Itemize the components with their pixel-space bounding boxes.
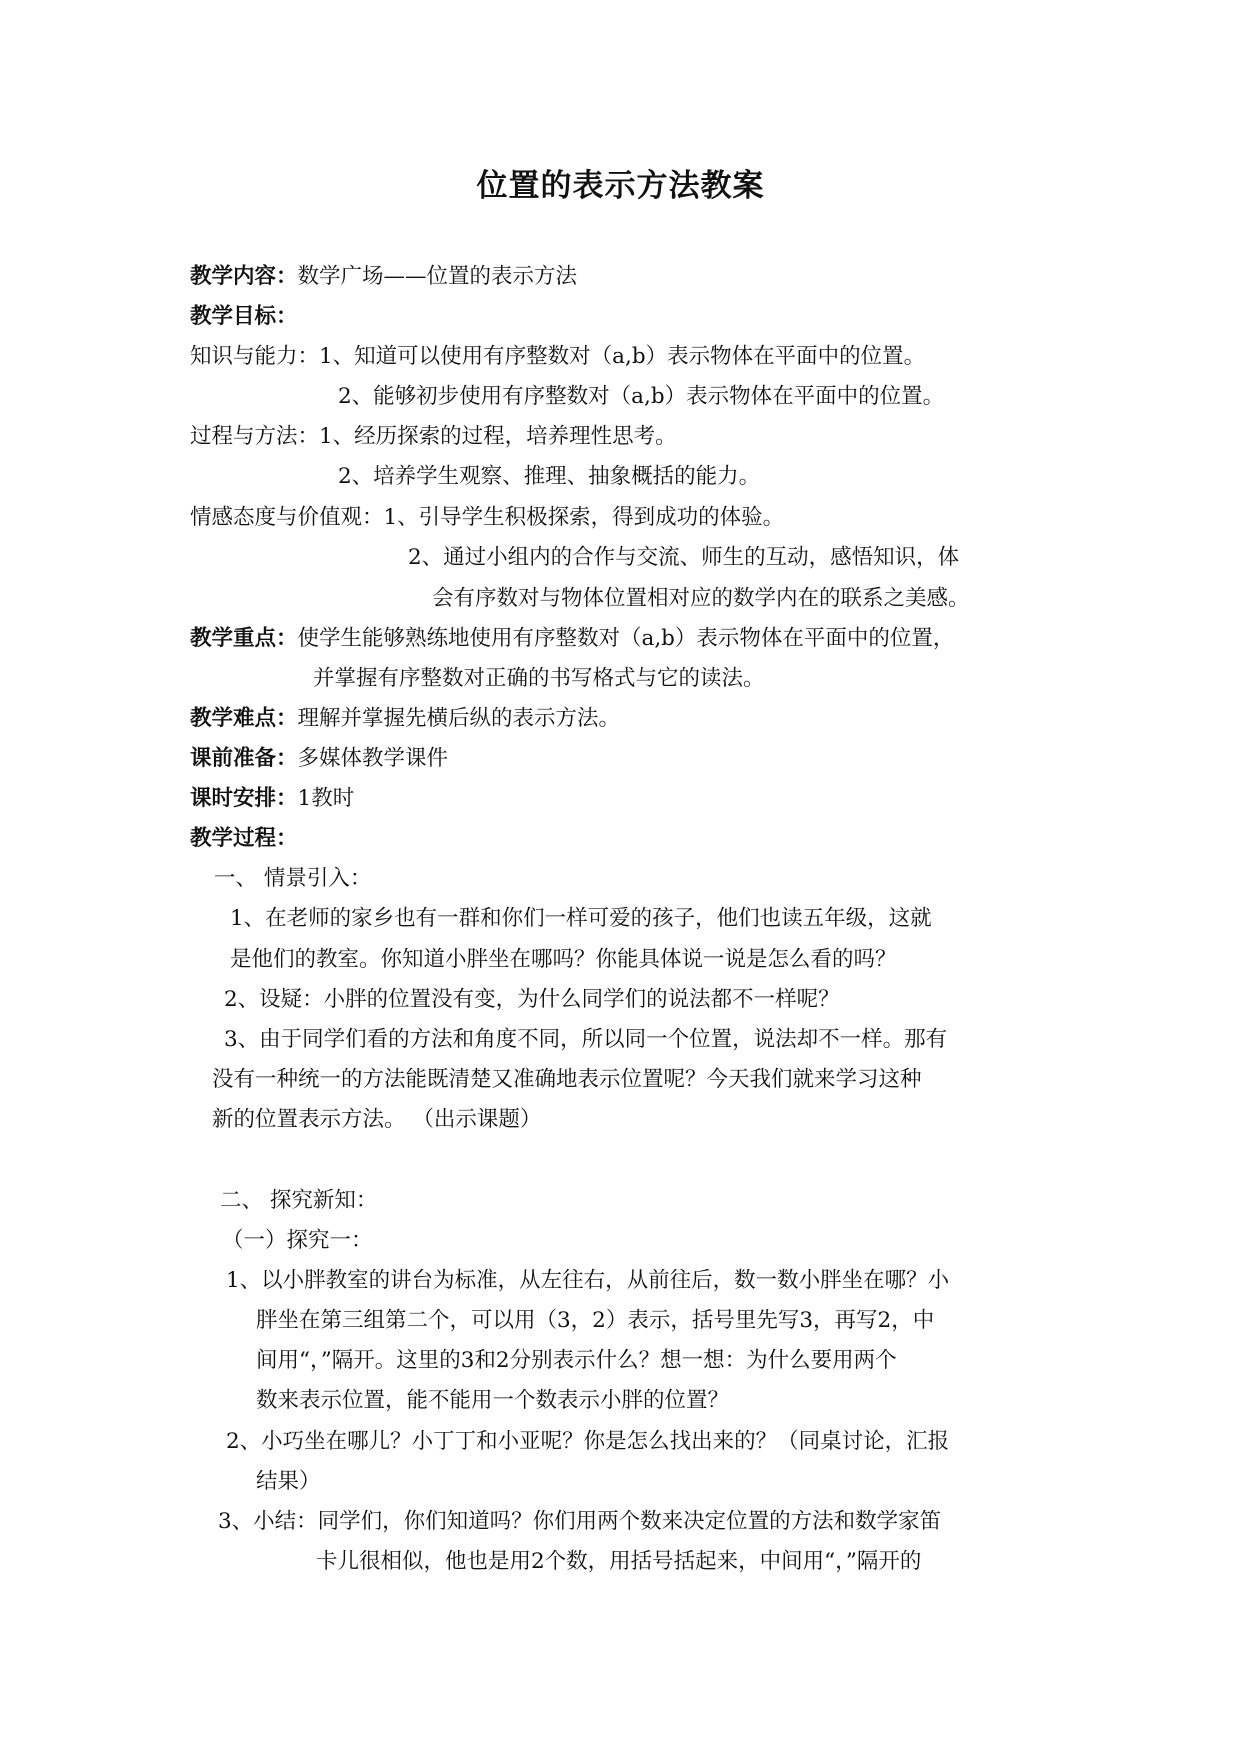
line-key-point-2: 并掌握有序整数对正确的书写格式与它的读法。 — [313, 666, 765, 691]
explore-item-3a: 3、小结：同学们，你们知道吗？你们用两个数来决定位置的方法和数学家笛 — [218, 1509, 942, 1534]
line-teaching-goals — [190, 302, 298, 332]
label-preparation: 课前准备： — [190, 746, 298, 771]
explore-item-1d: 数来表示位置，能不能用一个数表示小胖的位置？ — [256, 1388, 730, 1413]
value-key-point: 使学生能够熟练地使用有序整数对（a,b）表示物体在平面中的位置， — [297, 626, 955, 651]
line-process-method-2: 2、培养学生观察、推理、抽象概括的能力。 — [338, 464, 761, 489]
section-heading-explore: 二、 探究新知： — [220, 1188, 378, 1213]
value-teaching-content: 数学广场——位置的表示方法 — [297, 264, 578, 289]
value-schedule: 1教时 — [297, 786, 355, 811]
line-emotion-values-1: 情感态度与价值观：1、引导学生积极探索，得到成功的体验。 — [190, 505, 785, 530]
explore-item-2a: 2、小巧坐在哪儿？小丁丁和小亚呢？你是怎么找出来的？（同桌讨论，汇报 — [226, 1429, 950, 1454]
intro-paragraph-1a: 1、在老师的家乡也有一群和你们一样可爱的孩子，他们也读五年级，这就 — [230, 906, 932, 931]
label-teaching-content: 教学内容： — [190, 264, 298, 289]
explore-item-1b: 胖坐在第三组第二个，可以用（3，2）表示，括号里先写3，再写2，中 — [256, 1308, 935, 1333]
explore-item-1a: 1、以小胖教室的讲台为标准，从左往右，从前往后，数一数小胖坐在哪？小 — [226, 1268, 950, 1293]
line-emotion-values-2: 2、通过小组内的合作与交流、师生的互动，感悟知识，体 — [408, 545, 960, 570]
value-preparation: 多媒体教学课件 — [297, 746, 449, 771]
intro-paragraph-3b: 没有一种统一的方法能既清楚又准确地表示位置呢？今天我们就来学习这种 — [212, 1067, 922, 1092]
value-difficulty: 理解并掌握先横后纵的表示方法。 — [297, 706, 621, 731]
explore-item-2b: 结果） — [256, 1469, 321, 1494]
line-knowledge-ability-2: 2、能够初步使用有序整数对（a,b）表示物体在平面中的位置。 — [338, 384, 945, 409]
line-schedule — [190, 784, 354, 814]
intro-paragraph-3c: 新的位置表示方法。 （出示课题） — [212, 1107, 542, 1132]
explore-item-1c: 间用“，”隔开。这里的3和2分别表示什么？想一想：为什么要用两个 — [256, 1348, 897, 1373]
explore-item-3b: 卡儿很相似，他也是用2个数，用括号括起来，中间用“，”隔开的 — [316, 1549, 922, 1574]
intro-paragraph-2: 2、设疑：小胖的位置没有变，为什么同学们的说法都不一样呢？ — [224, 987, 840, 1012]
line-process — [190, 824, 298, 854]
line-knowledge-ability-1: 知识与能力：1、知道可以使用有序整数对（a,b）表示物体在平面中的位置。 — [190, 344, 926, 369]
line-difficulty — [190, 704, 620, 734]
line-process-method-1: 过程与方法：1、经历探索的过程，培养理性思考。 — [190, 424, 677, 449]
intro-paragraph-1b: 是他们的教室。你知道小胖坐在哪吗？你能具体说一说是怎么看的吗？ — [230, 947, 897, 972]
line-preparation — [190, 744, 448, 774]
label-difficulty: 教学难点： — [190, 706, 298, 731]
line-key-point — [190, 624, 954, 654]
document-title: 位置的表示方法教案 — [476, 168, 765, 204]
line-emotion-values-3: 会有序数对与物体位置相对应的数学内在的联系之美感。 — [432, 586, 970, 611]
line-teaching-content — [190, 262, 577, 292]
subsection-heading-explore-1: （一）探究一： — [222, 1228, 373, 1253]
intro-paragraph-3a: 3、由于同学们看的方法和角度不同，所以同一个位置，说法却不一样。那有 — [224, 1027, 948, 1052]
section-heading-intro: 一、 情景引入： — [214, 866, 372, 891]
label-process: 教学过程： — [190, 826, 298, 851]
label-teaching-goals: 教学目标： — [190, 304, 298, 329]
label-key-point: 教学重点： — [190, 626, 298, 651]
label-schedule: 课时安排： — [190, 786, 298, 811]
